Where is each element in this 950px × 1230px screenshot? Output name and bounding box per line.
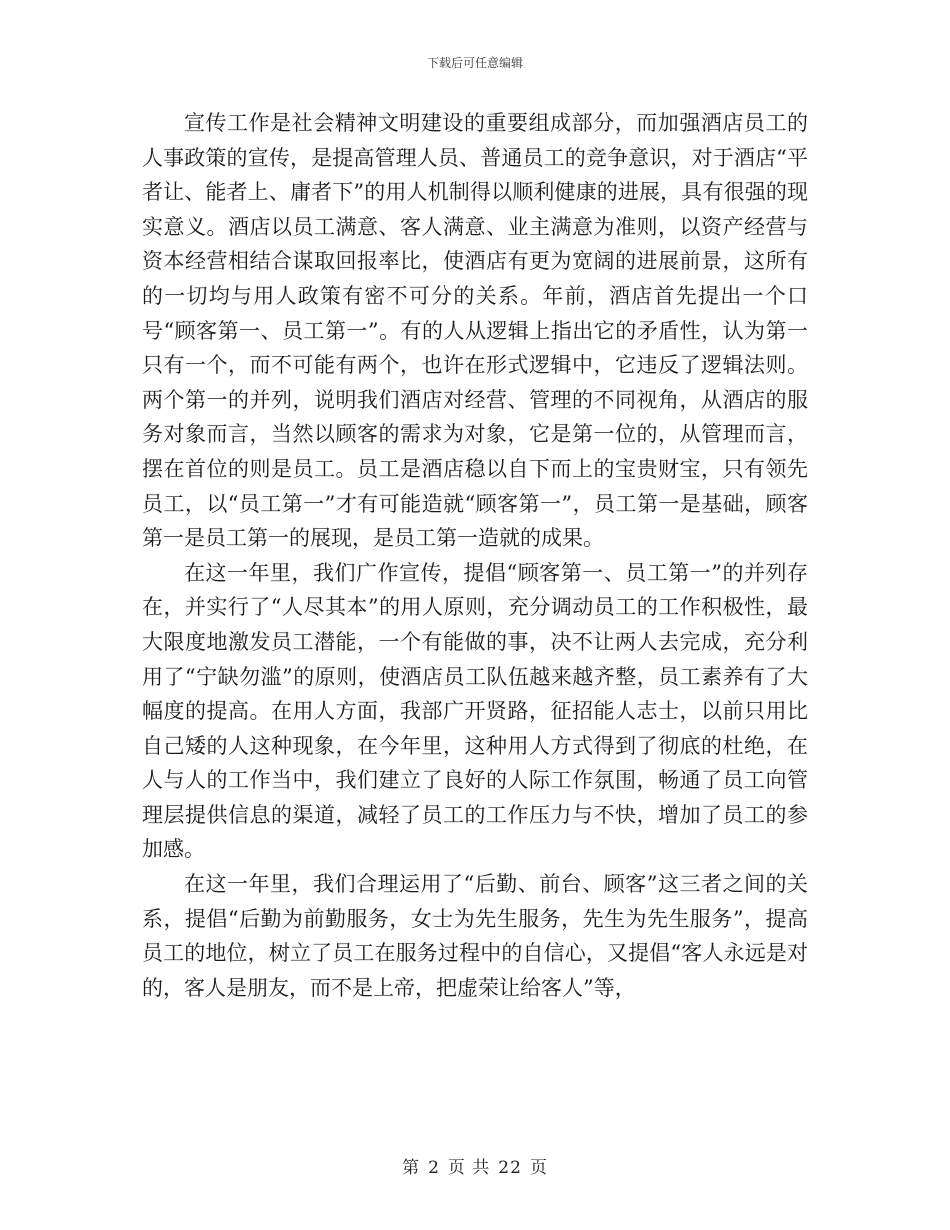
page-footer	[0, 1153, 950, 1178]
paragraph-1: 宣传工作是社会精神文明建设的重要组成部分，而加强酒店员工的人事政策的宣传，是提高管理人员、普通员工的竞争意识，对于酒店“平者让、能者上、庸者下”的用人机制得以顺利健康的进展，具有很强的现实意义。酒店以员工满意、客人满意、业主满意为准则，以资产经营与资本经营相结合谋取回报率比，使酒店有更为宽阔的进展前景，这所有的一切均与用人政策有密不可分的关系。年前，酒店首先提出一个口号“顾客第一、员工第一”。有的人从逻辑上指出它的矛盾性，认为第一只有一个，而不可能有两个，也许在形式逻辑中，它违反了逻辑法则。两个第一的并列，说明我们酒店对经营、管理的不同视角，从酒店的服务对象而言，当然以顾客的需求为对象，它是第一位的，从管理而言，摆在首位的则是员工。员工是酒店稳以自下而上的宝贵财宝，只有领先员工，以“员工第一”才有可能造就“顾客第一”，员工第一是基础，顾客第一是员工第一的展现，是员工第一造就的成果。	[142, 111, 808, 551]
paragraph-3: 在这一年里，我们合理运用了“后勤、前台、顾客”这三者之间的关系，提倡“后勤为前勤服务，女士为先生服务，先生为先生服务”，提高员工的地位，树立了员工在服务过程中的自信心，又提倡“客人永远是对的，客人是朋友，而不是上帝，把虚荣让给客人”等，	[142, 872, 808, 1000]
footer-middle: 页 共	[447, 1158, 491, 1178]
footer-page-number: 2	[428, 1158, 440, 1178]
footer-total-pages: 22	[498, 1158, 522, 1178]
page-header: 下载后可任意编辑	[426, 56, 523, 70]
document-body	[142, 106, 808, 1005]
footer-suffix: 页	[529, 1158, 548, 1178]
paragraph-2: 在这一年里，我们广作宣传，提倡“顾客第一、员工第一”的并列存在，并实行了“人尽其本”的用人原则，充分调动员工的工作积极性，最大限度地激发员工潜能，一个有能做的事，决不让两人去完成，充分利用了“宁缺勿滥”的原则，使酒店员工队伍越来越齐整，员工素养有了大幅度的提高。在用人方面，我部广开贤路，征招能人志士，以前只用比自己矮的人这种现象，在今年里，这种用人方式得到了彻底的杜绝，在人与人的工作当中，我们建立了良好的人际工作氛围，畅通了员工向管理层提供信息的渠道，减轻了员工的工作压力与不快，增加了员工的参加感。	[142, 560, 808, 862]
footer-prefix: 第	[402, 1158, 421, 1178]
